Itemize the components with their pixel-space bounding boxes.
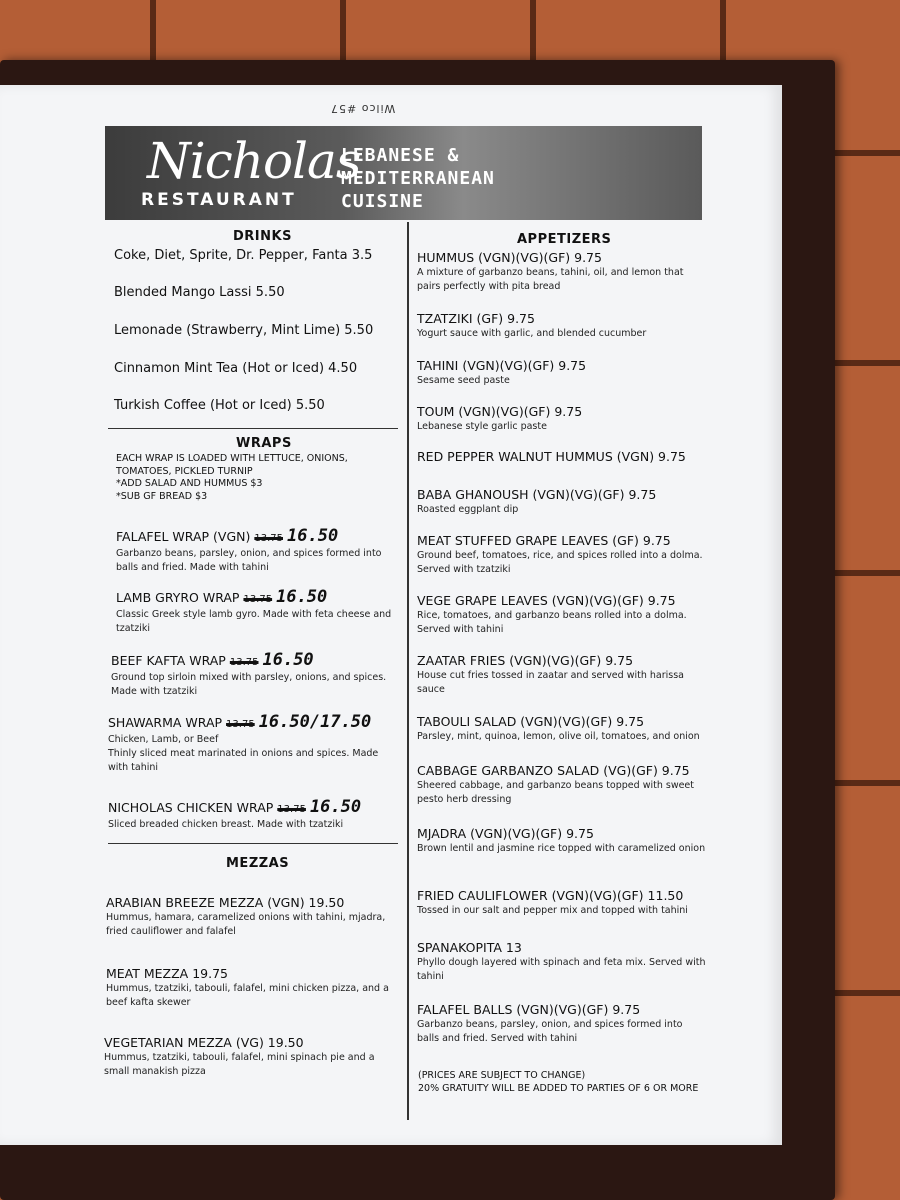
appetizer-item xyxy=(417,593,707,637)
appetizer-item xyxy=(417,404,707,434)
mezza-desc: Hummus, tzatziki, tabouli, falafel, mini chicken pizza, and a beef kafta skewer xyxy=(106,983,389,1008)
appetizer-name: TOUM (VGN)(VG)(GF) 9.75 xyxy=(417,404,583,419)
wrap-price: 16.50 xyxy=(262,650,314,670)
appetizer-desc: Rice, tomatoes, and garbanzo beans rolled into a dolma. Served with tahini xyxy=(417,610,687,635)
appetizer-desc: Tossed in our salt and pepper mix and topped with tahini xyxy=(417,905,688,916)
wrap-old-price: 13.75 xyxy=(277,804,306,815)
wraps-note-line: TOMATOES, PICKLED TURNIP xyxy=(116,465,253,477)
logo-script: Nicholas xyxy=(147,132,361,190)
mezza-item xyxy=(106,966,398,1010)
appetizer-desc: Brown lentil and jasmine rice topped with caramelized onion xyxy=(417,843,706,854)
appetizer-desc: Garbanzo beans, parsley, onion, and spices formed into balls and fried. Served with tahini xyxy=(417,1019,683,1044)
menu-footer-note xyxy=(418,1070,718,1095)
mezza-desc: Hummus, tzatziki, tabouli, falafel, mini spinach pie and a small manakish pizza xyxy=(104,1052,375,1077)
appetizer-name: SPANAKOPITA 13 xyxy=(417,940,522,955)
appetizer-item xyxy=(417,533,707,577)
appetizer-item xyxy=(417,763,707,807)
wrap-desc: Classic Greek style lamb gyro. Made with feta cheese and tzatziki xyxy=(116,609,392,634)
wraps-note-line: *ADD SALAD AND HUMMUS $3 xyxy=(116,478,263,489)
wrap-desc: Garbanzo beans, parsley, onion, and spices formed into balls and fried. Made with tahini xyxy=(116,548,382,573)
cuisine-line: MEDITERRANEAN xyxy=(341,168,495,189)
appetizer-name: BABA GHANOUSH (VGN)(VG)(GF) 9.75 xyxy=(417,487,657,502)
wilco-stamp: Wilco #57 xyxy=(330,102,396,115)
appetizer-item xyxy=(417,1002,707,1046)
appetizer-item xyxy=(417,449,707,465)
appetizer-name: RED PEPPER WALNUT HUMMUS (VGN) 9.75 xyxy=(417,449,686,464)
appetizer-desc: Sheered cabbage, and garbanzo beans topped with sweet pesto herb dressing xyxy=(417,780,695,805)
wrap-price: 16.50 xyxy=(287,526,339,546)
appetizer-desc: Yogurt sauce with garlic, and blended cucumber xyxy=(417,328,647,339)
wrap-price: 16.50 xyxy=(309,797,362,817)
appetizer-item xyxy=(417,888,707,918)
appetizer-name: HUMMUS (VGN)(VG)(GF) 9.75 xyxy=(417,250,602,265)
appetizer-desc: House cut fries tossed in zaatar and served with harissa sauce xyxy=(417,670,684,695)
mezza-item xyxy=(104,1035,398,1079)
appetizer-item xyxy=(417,250,707,294)
appetizer-item xyxy=(417,653,707,697)
drink-item: Coke, Diet, Sprite, Dr. Pepper, Fanta 3.5 xyxy=(114,248,373,263)
cuisine-title xyxy=(341,144,495,213)
drinks-title: DRINKS xyxy=(233,229,292,244)
section-divider xyxy=(108,428,398,429)
wrap-name: NICHOLAS CHICKEN WRAP xyxy=(108,800,274,815)
wrap-desc: Chicken, Lamb, or Beef Thinly sliced meat marinated in onions and spices. Made with tahini xyxy=(108,734,379,773)
wrap-old-price: 13.75 xyxy=(226,719,255,730)
appetizer-desc: Parsley, mint, quinoa, lemon, olive oil, tomatoes, and onion xyxy=(417,731,700,742)
footer-line: 20% GRATUITY WILL BE ADDED TO PARTIES OF 6 OR MORE xyxy=(418,1082,699,1094)
appetizer-item xyxy=(417,311,707,341)
wrap-price: 16.50 xyxy=(276,587,328,607)
wrap-name: SHAWARMA WRAP xyxy=(108,715,223,730)
mezza-desc: Hummus, hamara, caramelized onions with tahini, mjadra, fried cauliflower and falafel xyxy=(106,912,386,937)
wraps-note xyxy=(116,453,396,503)
column-divider xyxy=(407,222,409,1120)
appetizer-item xyxy=(417,826,707,856)
section-divider xyxy=(108,843,398,844)
logo-restaurant: RESTAURANT xyxy=(141,190,297,210)
appetizer-name: CABBAGE GARBANZO SALAD (VG)(GF) 9.75 xyxy=(417,763,690,778)
mezza-item xyxy=(106,895,398,939)
appetizer-name: TAHINI (VGN)(VG)(GF) 9.75 xyxy=(417,358,587,373)
wrap-item xyxy=(111,652,401,699)
restaurant-banner xyxy=(105,126,702,220)
appetizer-name: VEGE GRAPE LEAVES (VGN)(VG)(GF) 9.75 xyxy=(417,593,676,608)
wrap-item xyxy=(108,799,400,832)
appetizer-desc: Sesame seed paste xyxy=(417,375,510,386)
drink-item: Blended Mango Lassi 5.50 xyxy=(114,285,285,300)
appetizer-item xyxy=(417,487,707,517)
wrap-name: LAMB GRYRO WRAP xyxy=(116,590,240,605)
wrap-name: BEEF KAFTA WRAP xyxy=(111,653,226,668)
appetizers-title: APPETIZERS xyxy=(517,232,612,247)
wrap-item xyxy=(116,528,401,575)
appetizer-item xyxy=(417,358,707,388)
wrap-old-price: 13.75 xyxy=(243,594,273,605)
mezza-name: ARABIAN BREEZE MEZZA (VGN) 19.50 xyxy=(106,895,345,910)
appetizer-desc: Roasted eggplant dip xyxy=(417,504,519,515)
appetizer-desc: Phyllo dough layered with spinach and feta mix. Served with tahini xyxy=(417,957,706,982)
drink-item: Cinnamon Mint Tea (Hot or Iced) 4.50 xyxy=(114,361,358,376)
wrap-item xyxy=(116,589,401,636)
wrap-item xyxy=(108,714,400,775)
mezza-name: VEGETARIAN MEZZA (VG) 19.50 xyxy=(104,1035,304,1050)
wrap-old-price: 13.75 xyxy=(254,533,283,544)
wraps-note-line: EACH WRAP IS LOADED WITH LETTUCE, ONIONS, xyxy=(116,453,348,464)
cuisine-line: LEBANESE & xyxy=(341,145,460,166)
mezza-name: MEAT MEZZA 19.75 xyxy=(106,966,228,981)
wraps-note-line: *SUB GF BREAD $3 xyxy=(116,490,208,502)
cuisine-line: CUISINE xyxy=(341,191,424,212)
appetizer-desc: Ground beef, tomatoes, rice, and spices rolled into a dolma. Served with tzatziki xyxy=(417,550,703,575)
appetizer-name: FALAFEL BALLS (VGN)(VG)(GF) 9.75 xyxy=(417,1002,641,1017)
appetizer-name: ZAATAR FRIES (VGN)(VG)(GF) 9.75 xyxy=(417,653,634,668)
appetizer-name: TZATZIKI (GF) 9.75 xyxy=(417,311,535,326)
appetizer-name: FRIED CAULIFLOWER (VGN)(VG)(GF) 11.50 xyxy=(417,888,684,903)
wrap-desc: Ground top sirloin mixed with parsley, onions, and spices. Made with tzatziki xyxy=(111,672,387,697)
appetizer-name: MEAT STUFFED GRAPE LEAVES (GF) 9.75 xyxy=(417,533,671,548)
appetizer-item xyxy=(417,714,707,744)
wrap-desc: Sliced breaded chicken breast. Made with tzatziki xyxy=(108,819,344,830)
wraps-title: WRAPS xyxy=(236,436,292,451)
mezzas-title: MEZZAS xyxy=(226,856,290,871)
appetizer-desc: Lebanese style garlic paste xyxy=(417,421,547,432)
wrap-name: FALAFEL WRAP (VGN) xyxy=(116,529,251,544)
appetizer-desc: A mixture of garbanzo beans, tahini, oil, and lemon that pairs perfectly with pita bread xyxy=(417,267,684,292)
appetizer-item xyxy=(417,940,707,984)
drink-item: Turkish Coffee (Hot or Iced) 5.50 xyxy=(114,398,325,413)
appetizer-name: MJADRA (VGN)(VG)(GF) 9.75 xyxy=(417,826,594,841)
drink-item: Lemonade (Strawberry, Mint Lime) 5.50 xyxy=(114,323,374,338)
wrap-old-price: 13.75 xyxy=(229,657,259,668)
wrap-price: 16.50/17.50 xyxy=(258,712,372,732)
appetizer-name: TABOULI SALAD (VGN)(VG)(GF) 9.75 xyxy=(417,714,645,729)
footer-line: (PRICES ARE SUBJECT TO CHANGE) xyxy=(418,1070,586,1081)
